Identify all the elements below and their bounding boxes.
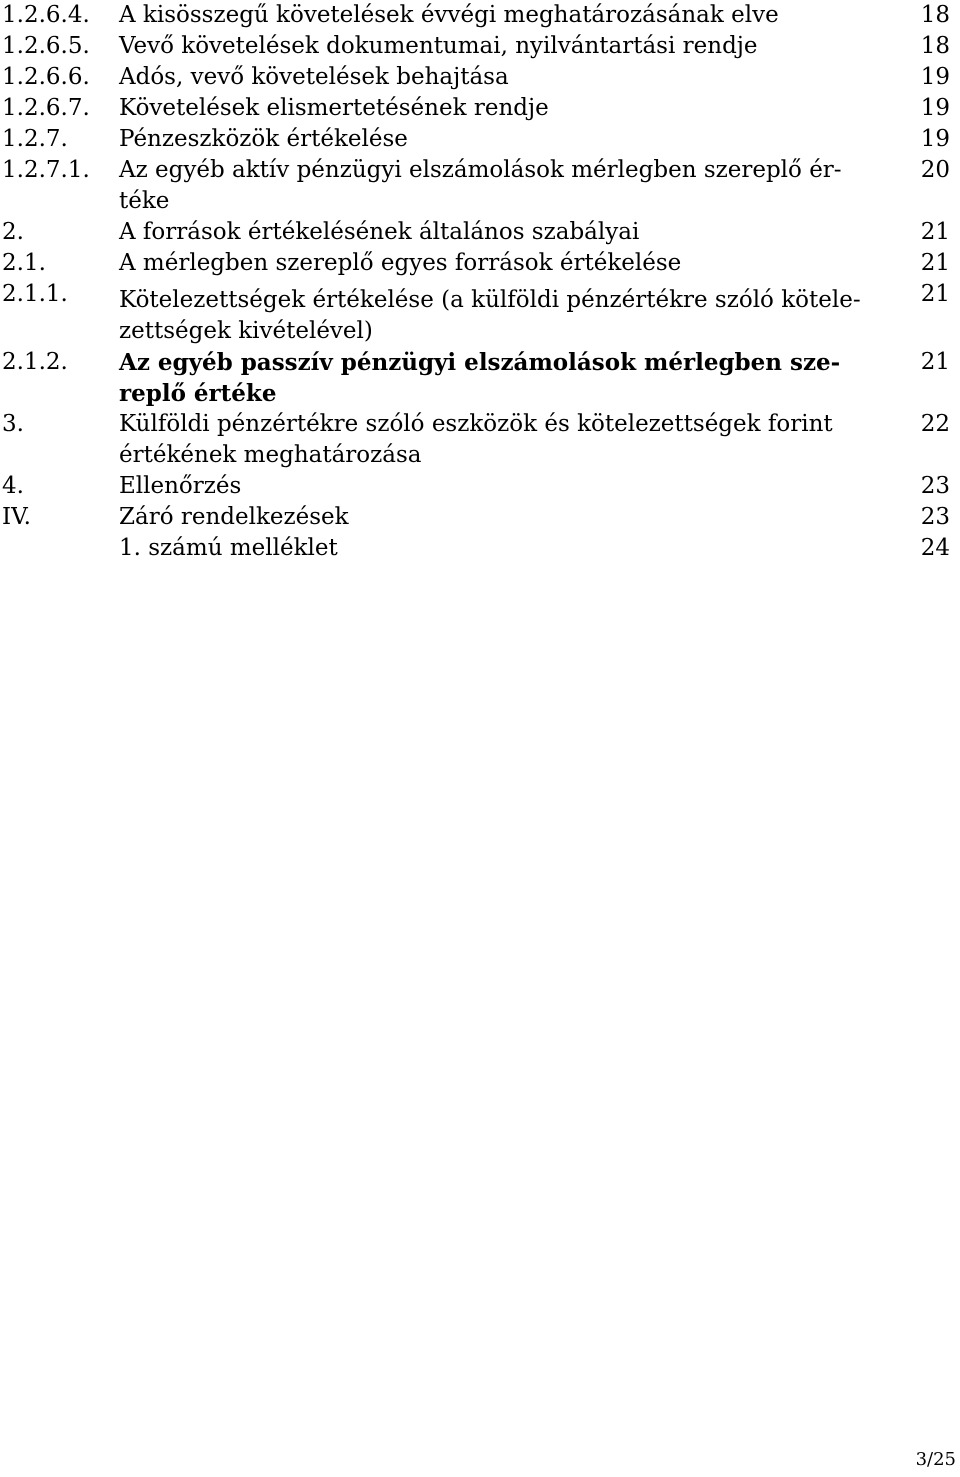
toc-entry-number: 1.2.6.5.	[2, 33, 90, 59]
toc-entry	[0, 155, 960, 217]
toc-entry	[0, 279, 960, 347]
toc-entry-page: 19	[920, 64, 950, 90]
toc-entry-page: 23	[920, 473, 950, 499]
toc-entry-title: Ellenőrzés	[119, 473, 242, 499]
toc-entry-title: A kisösszegű követelések évvégi meghatározásának elve	[119, 2, 779, 28]
toc-entry	[0, 31, 960, 62]
toc-entry	[0, 502, 960, 533]
toc-entry-page: 23	[920, 504, 950, 530]
toc-entry	[0, 409, 960, 471]
toc-entry	[0, 248, 960, 279]
toc-entry	[0, 533, 960, 564]
toc-entry-page: 18	[920, 33, 950, 59]
toc-entry	[0, 93, 960, 124]
toc-entry-title: Az egyéb passzív pénzügyi elszámolások mérlegben sze-replő értéke	[119, 349, 841, 407]
toc-entry-number: 4.	[2, 473, 24, 499]
toc-entry	[0, 62, 960, 93]
toc-entry-page: 22	[920, 411, 950, 437]
toc-entry-number: 1.2.7.1.	[2, 157, 90, 183]
toc-entry-title: Kötelezettségek értékelése (a külföldi pénzértékre szóló kötele-zettségek kivételével)	[119, 287, 861, 344]
toc-entry-page: 18	[920, 2, 950, 28]
table-of-contents	[0, 0, 960, 564]
toc-entry	[0, 471, 960, 502]
toc-entry-number: 2.	[2, 219, 24, 245]
toc-entry-page: 21	[920, 250, 950, 276]
toc-entry-page: 21	[920, 281, 950, 307]
toc-entry-title: A mérlegben szereplő egyes források értékelése	[119, 250, 682, 276]
toc-entry-number: 1.2.6.6.	[2, 64, 90, 90]
toc-entry	[0, 217, 960, 248]
toc-entry-title: Pénzeszközök értékelése	[119, 126, 408, 152]
toc-entry-title: 1. számú melléklet	[119, 535, 338, 561]
toc-entry-page: 21	[920, 219, 950, 245]
toc-entry-title: Záró rendelkezések	[119, 504, 349, 530]
toc-entry-number: 2.1.2.	[2, 349, 68, 375]
toc-entry-title: Az egyéb aktív pénzügyi elszámolások mérlegben szereplő ér-téke	[119, 157, 842, 214]
toc-entry-number: 3.	[2, 411, 24, 437]
toc-entry-number: 1.2.6.4.	[2, 2, 90, 28]
toc-entry-number: IV.	[2, 504, 31, 530]
toc-entry-page: 20	[920, 157, 950, 183]
toc-entry-title: Követelések elismertetésének rendje	[119, 95, 549, 121]
toc-entry-page: 19	[920, 126, 950, 152]
toc-entry	[0, 0, 960, 31]
toc-entry-number: 1.2.7.	[2, 126, 68, 152]
toc-entry-title: A források értékelésének általános szabályai	[119, 219, 640, 245]
toc-entry-title: Adós, vevő követelések behajtása	[119, 64, 509, 90]
page-number: 3/25	[915, 1449, 956, 1470]
toc-entry-page: 21	[920, 349, 950, 375]
toc-entry-title: Vevő követelések dokumentumai, nyilvántartási rendje	[119, 33, 758, 59]
toc-entry	[0, 347, 960, 409]
toc-entry-title: Külföldi pénzértékre szóló eszközök és kötelezettségek forint értékének meghatározása	[119, 411, 833, 468]
toc-entry-number: 1.2.6.7.	[2, 95, 90, 121]
toc-entry	[0, 124, 960, 155]
toc-entry-number: 2.1.1.	[2, 281, 68, 307]
toc-entry-page: 24	[920, 535, 950, 561]
toc-entry-page: 19	[920, 95, 950, 121]
toc-entry-number: 2.1.	[2, 250, 46, 276]
